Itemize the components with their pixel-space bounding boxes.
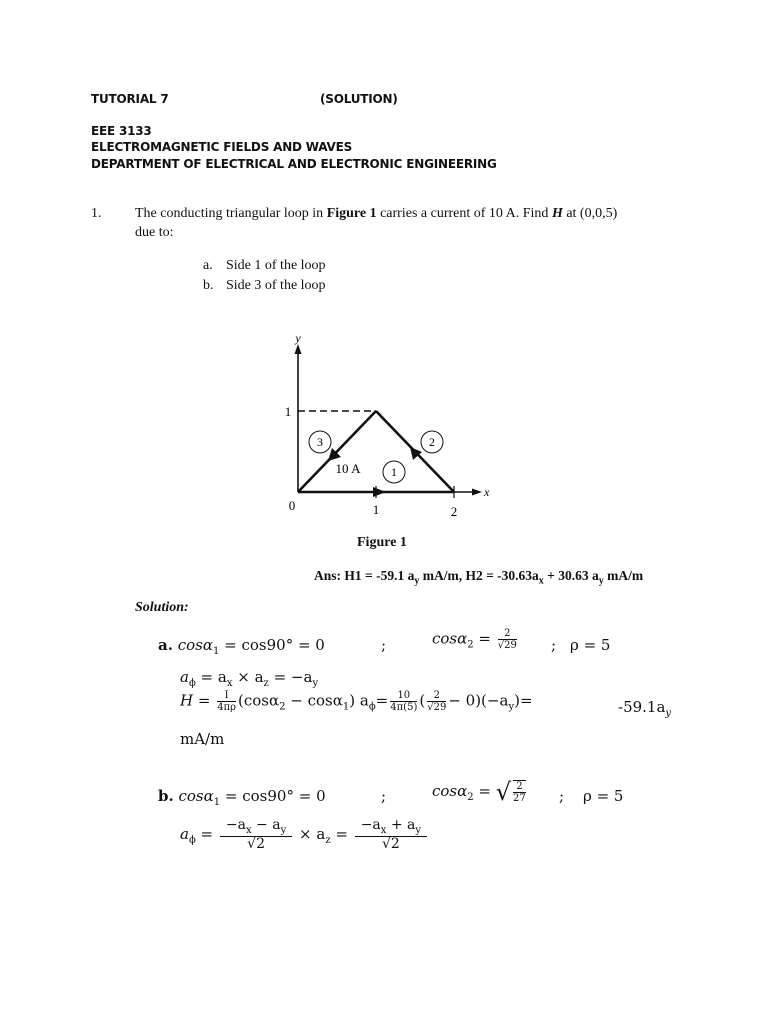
f1-num-a: −a — [225, 817, 246, 833]
h-tail-end: )= — [514, 691, 533, 710]
sqrt-symbol: √ — [495, 778, 512, 806]
part-a-text: Side 1 of the loop — [226, 258, 326, 273]
cos-alpha2-b-eq: = — [473, 782, 496, 800]
solution-a-line1 — [158, 636, 325, 657]
question-text-post: at (0,0,5) — [562, 206, 618, 221]
answer-mid1: mA/m, H2 = -30.63a — [419, 568, 539, 583]
cos-alpha1-b-sub: 1 — [213, 797, 221, 808]
solution-b-cos2 — [432, 778, 528, 806]
answer-line — [314, 568, 643, 587]
x-tick-1-label: 1 — [372, 502, 380, 517]
cos-alpha1-b-rhs: = cos90° = 0 — [220, 787, 326, 805]
aphi-sub: ϕ — [188, 678, 196, 689]
part-a-label: a. — [203, 258, 213, 273]
solution-b-sep1: ; — [381, 787, 387, 805]
aphi-b-eq2: = — [330, 825, 353, 844]
figure-1-diagram — [270, 330, 500, 525]
department: DEPARTMENT OF ELECTRICAL AND ELECTRONIC ENGINEERING — [91, 157, 497, 171]
f2-num-y: y — [415, 824, 422, 836]
aphi-times: × a — [232, 668, 264, 686]
f1-numerator — [220, 818, 292, 837]
question-text-line2: due to: — [135, 225, 174, 240]
question-number: 1. — [91, 206, 102, 221]
h-phi-sub: ϕ — [368, 701, 376, 713]
f1-denominator: √2 — [247, 835, 265, 852]
cos-alpha1-b: cosα — [178, 787, 214, 805]
current-label: 10 A — [335, 461, 361, 476]
solution-b-label: b. — [158, 787, 174, 805]
solution-b-rho: ρ = 5 — [583, 787, 624, 805]
question-text-pre: The conducting triangular loop in — [135, 206, 327, 221]
cos-alpha2-b-sub: 2 — [467, 792, 474, 803]
part-b-text: Side 3 of the loop — [226, 278, 326, 293]
side-2-label: 2 — [429, 435, 435, 449]
answer-mid2: + 30.63 a — [543, 568, 599, 583]
aphi-x-sub: x — [226, 678, 233, 689]
aphi-b-eq1: = — [195, 825, 218, 844]
y-tick-1-label: 1 — [284, 404, 292, 419]
f2-num-x: x — [380, 824, 387, 836]
answer-suffix: mA/m — [603, 568, 644, 583]
h-minus: − cosα — [285, 691, 343, 710]
solution-a-result — [618, 698, 671, 719]
h-den10: 4π(5) — [390, 702, 418, 713]
h-fraction-2 — [427, 690, 446, 713]
cos-alpha2-b-fraction — [513, 780, 526, 804]
solution-a-rho: ρ = 5 — [570, 636, 611, 654]
h-result-y: y — [665, 708, 672, 719]
answer-sub-y1: y — [414, 575, 420, 587]
question-text — [135, 206, 617, 222]
course-name: ELECTROMAGNETIC FIELDS AND WAVES — [91, 140, 353, 154]
aphi-y-sub: y — [312, 678, 319, 689]
side-3 — [298, 411, 376, 492]
h-fraction — [217, 690, 236, 713]
h-eq: = — [375, 691, 389, 710]
solution-b-line1 — [158, 787, 326, 808]
x-axis-arrow — [472, 489, 482, 496]
figure-caption: Figure 1 — [357, 535, 407, 550]
variable-h: H — [551, 206, 563, 221]
tutorial-title: TUTORIAL 7 — [91, 92, 169, 106]
origin-label: 0 — [288, 498, 296, 513]
h-fraction-den: 4πρ — [217, 702, 237, 713]
solution-a-label: a. — [158, 636, 173, 654]
h-den2: √29 — [427, 702, 447, 713]
h-result: -59.1a — [618, 698, 666, 716]
fraction-numerator-b: 2 — [513, 781, 526, 793]
answer-prefix: Ans: H1 = -59.1 a — [314, 568, 415, 583]
aphi-eq: = −a — [268, 668, 313, 686]
answer-sub-x1: x — [538, 575, 544, 587]
h-tail-y: y — [508, 701, 515, 713]
f2-numerator — [355, 818, 427, 837]
y-axis-label: y — [295, 331, 301, 345]
aphi-b-symbol: a — [180, 825, 189, 844]
h-num10: 10 — [390, 690, 417, 702]
y-axis-arrow — [295, 344, 302, 354]
cos-alpha2-eq: = — [473, 629, 496, 648]
h-sub1: 1 — [342, 701, 350, 713]
solution-a-cos2 — [432, 628, 519, 651]
solution-a-unit: mA/m — [180, 730, 225, 748]
course-code: EEE 3133 — [91, 124, 152, 138]
f1-num-mid: − a — [251, 817, 281, 833]
h-open: ( — [419, 691, 426, 710]
solution-b-sep2: ; — [559, 787, 565, 805]
fraction-numerator: 2 — [498, 628, 517, 640]
part-b-label: b. — [203, 278, 214, 293]
figure-reference: Figure 1 — [326, 206, 377, 221]
h-num2: 2 — [427, 690, 446, 702]
solution-a-sep1: ; — [381, 636, 387, 654]
fraction-denominator: √29 — [497, 640, 517, 651]
h-lhs: H = — [180, 691, 216, 710]
side-1-arrow — [373, 487, 386, 497]
cos-alpha2-fraction — [498, 628, 517, 651]
cos-alpha2-b: cosα — [432, 782, 468, 800]
aphi-b-sub: ϕ — [188, 835, 196, 847]
f1-num-x: x — [245, 824, 252, 836]
solution-a-aphi — [180, 668, 318, 689]
h-paren: (cosα — [238, 691, 280, 710]
cos-alpha1-sub: 1 — [213, 646, 220, 657]
f2-num-mid: + a — [386, 817, 416, 833]
aphi-z-sub: z — [263, 678, 269, 689]
h-tail: − 0)(−a — [448, 691, 509, 710]
f1-num-y: y — [280, 824, 287, 836]
question-text-mid: carries a current of 10 A. Find — [376, 206, 552, 221]
aphi-b-fraction-1 — [220, 818, 292, 852]
h-sub2: 2 — [279, 701, 286, 713]
cos-alpha1-rhs: = cos90° = 0 — [219, 636, 325, 654]
solution-a-sep2: ; — [551, 636, 557, 654]
cos-alpha2: cosα — [432, 629, 468, 648]
h-fraction-num: I — [217, 690, 236, 702]
aphi-rhs: = a — [195, 668, 227, 686]
side-3-label: 3 — [317, 435, 323, 449]
f2-denominator: √2 — [381, 835, 400, 852]
x-axis-label: x — [484, 485, 490, 499]
solution-b-aphi — [180, 818, 429, 852]
x-tick-2-label: 2 — [450, 504, 458, 519]
h-fraction-10 — [390, 690, 417, 713]
solution-tag: (SOLUTION) — [320, 92, 398, 106]
aphi-b-fraction-2 — [355, 818, 427, 852]
solution-heading: Solution: — [135, 600, 189, 615]
answer-sub-y2: y — [598, 575, 604, 587]
f2-num-a: −a — [360, 817, 381, 833]
cos-alpha2-sub: 2 — [467, 639, 474, 651]
aphi-symbol: a — [180, 668, 189, 686]
aphi-b-times: × a — [294, 825, 326, 844]
side-1-label: 1 — [391, 465, 397, 479]
solution-a-H — [180, 690, 533, 713]
cos-alpha1: cosα — [177, 636, 213, 654]
h-close: ) a — [349, 691, 369, 710]
aphi-b-times-z: z — [325, 835, 331, 847]
fraction-denominator-b: 27 — [513, 793, 526, 804]
